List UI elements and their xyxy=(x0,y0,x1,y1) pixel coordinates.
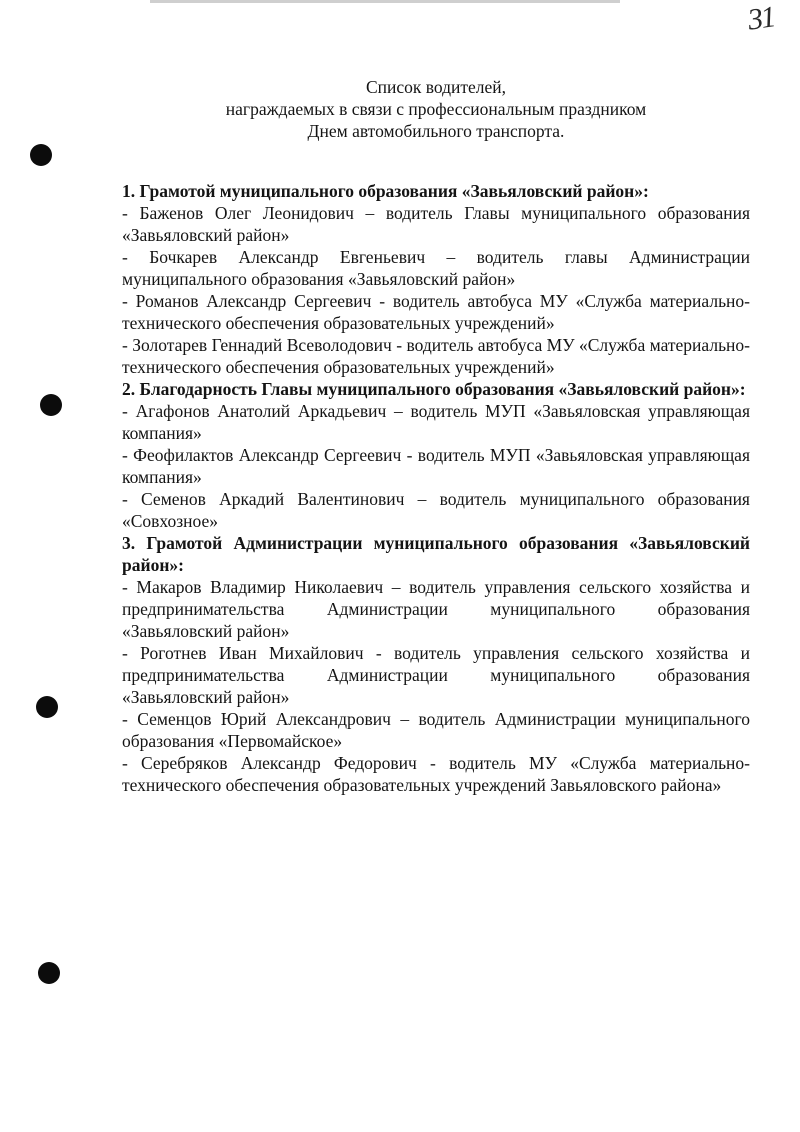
section-2-heading: 2. Благодарность Главы муниципального образования «Завьяловский район»: xyxy=(122,379,746,399)
list-item: - Романов Александр Сергеевич - водитель автобуса МУ «Служба материально-технического обеспечения образовательных учреждений» xyxy=(122,291,750,333)
punch-hole-icon xyxy=(36,696,58,718)
scan-top-edge-line xyxy=(150,0,620,3)
document-title xyxy=(122,76,750,142)
section-1-heading: 1. Грамотой муниципального образования «Завьяловский район»: xyxy=(122,181,649,201)
title-line-3: Днем автомобильного транспорта. xyxy=(307,121,565,141)
list-item: - Роготнев Иван Михайлович - водитель управления сельского хозяйства и предпринимательства Администрации муниципального образования «Завьяловский район» xyxy=(122,643,750,707)
title-line-2: награждаемых в связи с профессиональным праздником xyxy=(225,99,647,119)
punch-hole-icon xyxy=(30,144,52,166)
section-3 xyxy=(122,532,750,796)
title-line-1: Список водителей, xyxy=(365,77,507,97)
list-item: - Семенцов Юрий Александрович – водитель Администрации муниципального образования «Первомайское» xyxy=(122,709,750,751)
section-1 xyxy=(122,180,750,378)
list-item: - Серебряков Александр Федорович - водитель МУ «Служба материально-технического обеспечения образовательных учреждений Завьяловского района» xyxy=(122,753,750,795)
list-item: - Золотарев Геннадий Всеволодович - водитель автобуса МУ «Служба материально-технического обеспечения образовательных учреждений» xyxy=(122,335,750,377)
punch-hole-icon xyxy=(40,394,62,416)
list-item: - Бочкарев Александр Евгеньевич – водитель главы Администрации муниципального образования «Завьяловский район» xyxy=(122,247,750,289)
list-item: - Агафонов Анатолий Аркадьевич – водитель МУП «Завьяловская управляющая компания» xyxy=(122,401,750,443)
section-2 xyxy=(122,378,750,532)
punch-hole-icon xyxy=(38,962,60,984)
list-item: - Баженов Олег Леонидович – водитель Главы муниципального образования «Завьяловский район» xyxy=(122,203,750,245)
list-item: - Семенов Аркадий Валентинович – водитель муниципального образования «Совхозное» xyxy=(122,489,750,531)
list-item: - Макаров Владимир Николаевич – водитель управления сельского хозяйства и предпринимательства Администрации муниципального образования «Завьяловский район» xyxy=(122,577,750,641)
section-3-heading: 3. Грамотой Администрации муниципального образования «Завьяловский район»: xyxy=(122,533,750,575)
list-item: - Феофилактов Александр Сергеевич - водитель МУП «Завьяловская управляющая компания» xyxy=(122,445,750,487)
handwritten-page-number: 31 xyxy=(745,0,777,37)
document-body xyxy=(122,180,750,796)
